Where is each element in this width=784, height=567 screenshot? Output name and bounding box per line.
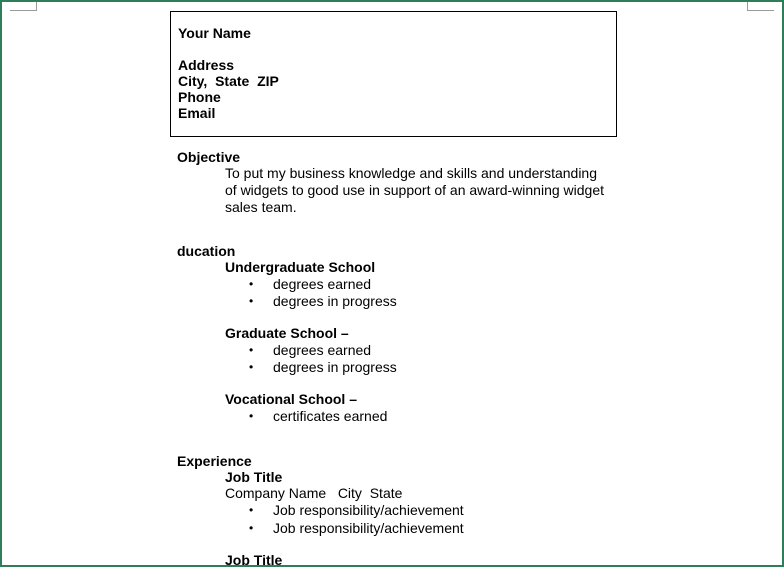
bullet-icon: • xyxy=(249,503,254,517)
bullet-icon: • xyxy=(249,277,254,291)
bullet-icon: • xyxy=(249,294,254,308)
list-item: Job responsibility/achievement xyxy=(273,502,464,518)
school-name: Undergraduate School xyxy=(225,259,376,275)
document-page[interactable] xyxy=(2,2,782,565)
education-heading: ducation xyxy=(177,243,236,259)
objective-line: To put my business knowledge and skills and understanding xyxy=(225,165,598,181)
email-field: Email xyxy=(178,105,216,121)
job-title: Job Title xyxy=(225,469,283,485)
phone-field: Phone xyxy=(178,89,221,105)
name-field: Your Name xyxy=(178,25,251,41)
objective-heading: Objective xyxy=(177,149,241,165)
experience-heading: Experience xyxy=(177,453,252,469)
list-item: degrees in progress xyxy=(273,359,397,375)
job-title: Job Title xyxy=(225,552,283,567)
objective-line: sales team. xyxy=(225,199,297,215)
contact-header-box xyxy=(170,11,617,137)
city-state-zip-field: City, State ZIP xyxy=(178,73,279,89)
company-line: Company Name City State xyxy=(225,485,403,501)
objective-line: of widgets to good use in support of an award-winning widget xyxy=(225,182,605,198)
list-item: degrees in progress xyxy=(273,293,397,309)
address-field: Address xyxy=(178,57,235,73)
list-item: Job responsibility/achievement xyxy=(273,520,464,536)
school-name: Vocational School – xyxy=(225,391,357,407)
bullet-icon: • xyxy=(249,521,254,535)
school-name: Graduate School – xyxy=(225,325,349,341)
bullet-icon: • xyxy=(249,343,254,357)
bullet-icon: • xyxy=(249,409,254,423)
list-item: degrees earned xyxy=(273,342,372,358)
bullet-icon: • xyxy=(249,360,254,374)
list-item: certificates earned xyxy=(273,408,388,424)
list-item: degrees earned xyxy=(273,276,372,292)
